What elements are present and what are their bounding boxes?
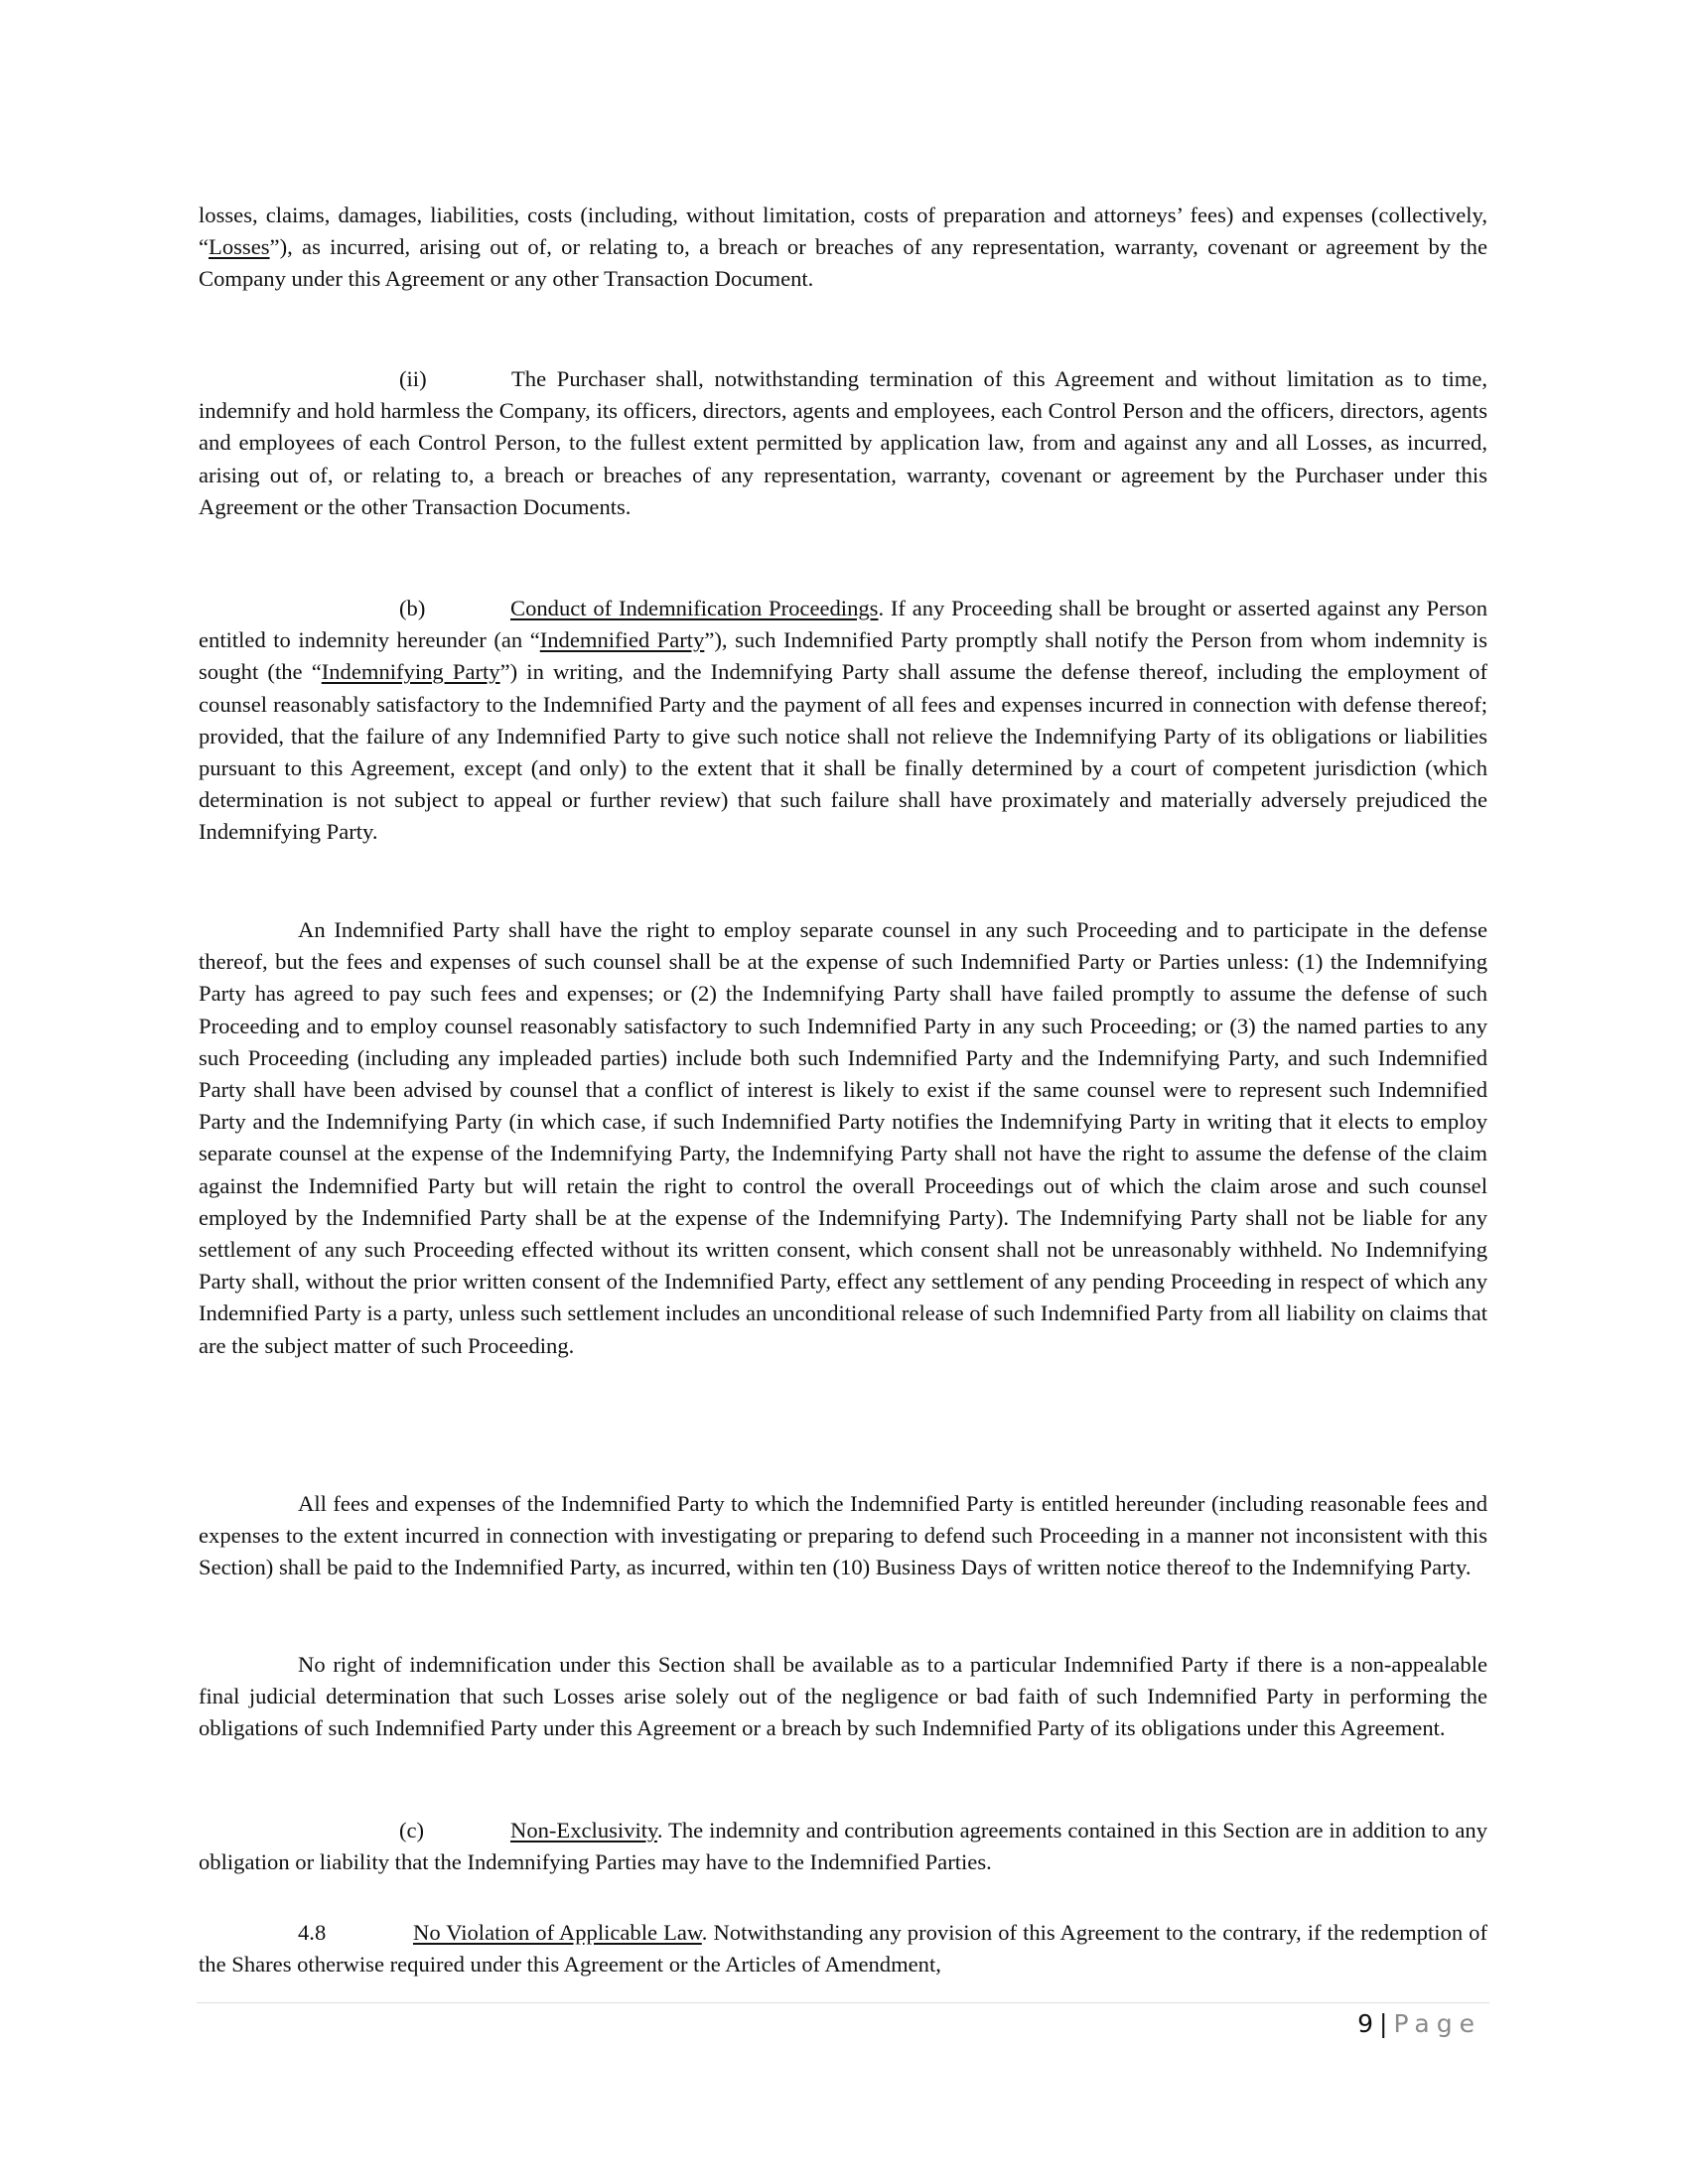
page-number: 9 bbox=[1357, 2009, 1374, 2038]
text: . If any Proceeding shall be brought or asserted against any Person entitled to indemnity hereunder (an “ bbox=[199, 596, 1488, 653]
text: ”) in writing, and the Indemnifying Party shall assume the defense thereof, including the employment of counsel reasonably satisfactory to the Indemnified Party and the payment of all fees and expenses incurred in connection with defense thereof; provided, that the failure of any Indemnified Party to give such notice shall not relieve the Indemnifying Party of its obligations or liabilities pursuant to this Agreement, except (and only) to the extent that it shall be finally determined by a court of competent jurisdiction (which determination is not subject to appeal or further review) that such failure shall have proximately and materially adversely prejudiced the Indemnifying Party. bbox=[199, 659, 1487, 845]
section-heading: No Violation of Applicable Law bbox=[413, 1920, 702, 1945]
text: losses, claims, damages, liabilities, costs (including, without limitation, costs of preparation and attorneys’ fees) and expenses (collectively, “ bbox=[199, 203, 1487, 260]
page-footer bbox=[1357, 2009, 1481, 2038]
footer-separator: | bbox=[1379, 2009, 1388, 2038]
defined-term-indemnified-party: Indemnified Party bbox=[539, 627, 705, 653]
text: ”), as incurred, arising out of, or relating to, a breach or breaches of any representation, warranty, covenant or agreement by the Company under this Agreement or any other Transaction Document. bbox=[199, 234, 1487, 292]
section-heading: Conduct of Indemnification Proceedings bbox=[510, 596, 879, 620]
text: . The indemnity and contribution agreements contained in this Section are in addition to any obligation or liability that the Indemnifying Parties may have to the Indemnified Parties. bbox=[199, 1818, 1487, 1875]
section-heading: Non-Exclusivity bbox=[510, 1818, 657, 1843]
paragraph-c-non-exclusivity bbox=[199, 1815, 1487, 1878]
page-label: Page bbox=[1393, 2009, 1481, 2038]
paragraph-fees-expenses: All fees and expenses of the Indemnified Party to which the Indemnified Party is entitled hereunder (including reasonable fees and expenses to the extent incurred in connection with investigating or preparing to defend such Proceeding in a manner not inconsistent with this Section) shall be paid to the Indemnified Party, as incurred, within ten (10) Business Days of written notice thereof to the Indemnifying Party. bbox=[199, 1491, 1487, 1580]
clause-label: (ii) bbox=[399, 366, 427, 391]
section-number: 4.8 bbox=[298, 1920, 327, 1945]
paragraph-4-8-no-violation bbox=[199, 1917, 1487, 1980]
text: The Purchaser shall, notwithstanding termination of this Agreement and without limitation as to time, indemnify and hold harmless the Company, its officers, directors, agents and employees, each Control Person and the officers, directors, agents and employees of each Control Person, to the fullest extent permitted by application law, from and against any and all Losses, as incurred, arising out of, or relating to, a breach or breaches of any representation, warranty, covenant or agreement by the Purchaser under this Agreement or the other Transaction Documents. bbox=[199, 366, 1487, 519]
paragraph-separate-counsel: An Indemnified Party shall have the right to employ separate counsel in any such Proceeding and to participate in the defense thereof, but the fees and expenses of such counsel shall be at the expense of such Indemnified Party or Parties unless: (1) the Indemnifying Party has agreed to pay such fees and expenses; or (2) the Indemnifying Party shall have failed promptly to assume the defense of such Proceeding and to employ counsel reasonably satisfactory to such Indemnified Party in any such Proceeding; or (3) the named parties to any such Proceeding (including any impleaded parties) include both such Indemnified Party and the Indemnifying Party, and such Indemnified Party shall have been advised by counsel that a conflict of interest is likely to exist if the same counsel were to represent such Indemnified Party and the Indemnifying Party (in which case, if such Indemnified Party notifies the Indemnifying Party in writing that it elects to employ separate counsel at the expense of the Indemnifying Party, the Indemnifying Party shall not have the right to assume the defense of the claim against the Indemnified Party but will retain the right to control the overall Proceedings out of which the claim arose and such counsel employed by the Indemnified Party shall be at the expense of the Indemnifying Party). The Indemnifying Party shall not be liable for any settlement of any such Proceeding effected without its written consent, which consent shall not be unreasonably withheld. No Indemnifying Party shall, without the prior written consent of the Indemnified Party, effect any settlement of any pending Proceeding in respect of which any Indemnified Party is a party, unless such settlement includes an unconditional release of such Indemnified Party from all liability on claims that are the subject matter of such Proceeding. bbox=[199, 917, 1487, 1358]
text: . Notwithstanding any provision of this Agreement to the contrary, if the redemption of the Shares otherwise required under this Agreement or the Articles of Amendment, bbox=[199, 1920, 1487, 1978]
paragraph-losses-definition bbox=[199, 200, 1487, 296]
paragraph-b-conduct-proceedings bbox=[199, 593, 1487, 849]
defined-term-indemnifying-party: Indemnifying Party bbox=[321, 659, 500, 685]
text: ”), such Indemnified Party promptly shall notify the Person from whom indemnity is sought (the “ bbox=[199, 627, 1487, 685]
clause-label: (b) bbox=[399, 596, 426, 620]
footer-divider bbox=[197, 2002, 1489, 2003]
clause-label: (c) bbox=[399, 1818, 425, 1843]
defined-term-losses: Losses bbox=[209, 234, 270, 260]
paragraph-no-right-indemnification: No right of indemnification under this Section shall be available as to a particular Indemnified Party if there is a non-appealable final judicial determination that such Losses arise solely out of the negligence or bad faith of such Indemnified Party in performing the obligations of such Indemnified Party under this Agreement or a breach by such Indemnified Party of its obligations under this Agreement. bbox=[199, 1652, 1487, 1741]
paragraph-ii-purchaser-indemnity bbox=[199, 363, 1487, 523]
